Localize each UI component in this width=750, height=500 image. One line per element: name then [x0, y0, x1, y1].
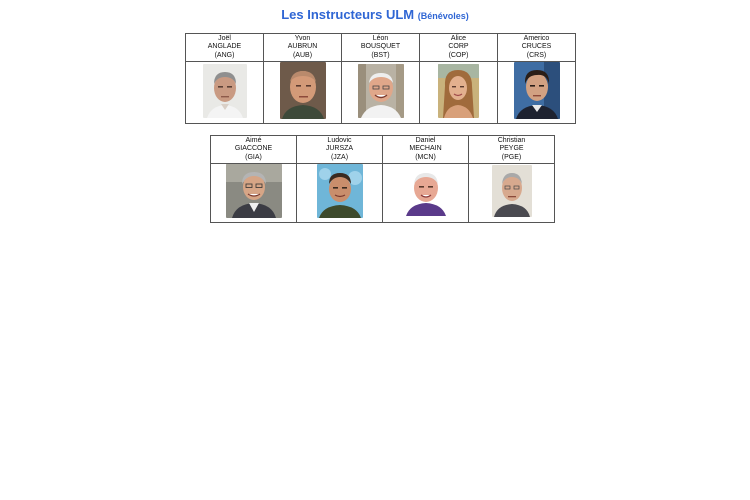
instructor-first-name: Joël [218, 34, 231, 42]
instructor-first-name: Christian [497, 136, 526, 144]
instructor-name-cell [498, 34, 576, 62]
instructor-last-name: AUBRUN [287, 43, 318, 51]
instructor-first-name: Yvon [294, 34, 311, 42]
instructor-photo-cell [297, 164, 383, 223]
instructor-name-cell [297, 136, 383, 164]
instructor-photo-cell [186, 62, 264, 124]
instructor-photo-mcn [404, 166, 448, 216]
instructor-code: (BST) [371, 51, 390, 59]
page-title-text: Les Instructeurs ULM [281, 7, 415, 22]
instructor-name-cell [420, 34, 498, 62]
instructor-name-cell [186, 34, 264, 62]
instructor-photo-crs [514, 62, 560, 119]
instructor-last-name: CRUCES [521, 43, 552, 51]
instructor-last-name: GIACCONE [234, 145, 273, 153]
instructor-photo-cop [438, 64, 479, 118]
page-subtitle: (Bénévoles) [417, 11, 469, 21]
instructor-code: (PGE) [501, 153, 522, 161]
instructor-last-name: PEYGE [499, 145, 524, 153]
instructor-last-name: JURSZA [325, 145, 354, 153]
instructor-name-cell [342, 34, 420, 62]
instructor-first-name: Ludovic [327, 136, 352, 144]
instructor-name-cell [383, 136, 469, 164]
instructor-photo-cell [498, 62, 576, 124]
instructor-code: (MCN) [415, 153, 436, 161]
instructor-name-cell [469, 136, 555, 164]
page-title [0, 7, 750, 24]
instructor-photo-bst [358, 64, 404, 118]
instructor-photo-gia [226, 164, 282, 218]
instructor-photo-cell [264, 62, 342, 124]
instructor-photo-jza [317, 164, 363, 218]
instructor-photo-cell [383, 164, 469, 223]
instructor-name-cell [211, 136, 297, 164]
instructor-photo-cell [342, 62, 420, 124]
instructor-code: (JZA) [330, 153, 349, 161]
instructor-first-name: Daniel [415, 136, 436, 144]
instructor-first-name: Alice [450, 34, 467, 42]
instructor-last-name: ANGLADE [207, 43, 242, 51]
instructors-table-row-2 [210, 135, 555, 223]
instructor-photo-cell [469, 164, 555, 223]
instructor-code: (ANG) [214, 51, 235, 59]
instructor-code: (GIA) [245, 153, 262, 161]
instructor-code: (COP) [448, 51, 469, 59]
instructors-table-row-1 [185, 33, 576, 124]
instructor-photo-cell [211, 164, 297, 223]
instructor-code: (AUB) [292, 51, 313, 59]
instructor-last-name: BOUSQUET [360, 43, 401, 51]
instructor-first-name: Léon [372, 34, 389, 42]
instructor-last-name: MECHAIN [409, 145, 442, 153]
instructor-photo-pge [492, 165, 532, 217]
instructor-code: (CRS) [526, 51, 547, 59]
instructor-photo-ang [203, 64, 247, 118]
instructor-first-name: Aimé [245, 136, 262, 144]
instructor-first-name: Americo [523, 34, 550, 42]
instructor-name-cell [264, 34, 342, 62]
instructor-last-name: CORP [448, 43, 469, 51]
instructor-photo-cell [420, 62, 498, 124]
instructor-photo-aub [280, 62, 326, 119]
